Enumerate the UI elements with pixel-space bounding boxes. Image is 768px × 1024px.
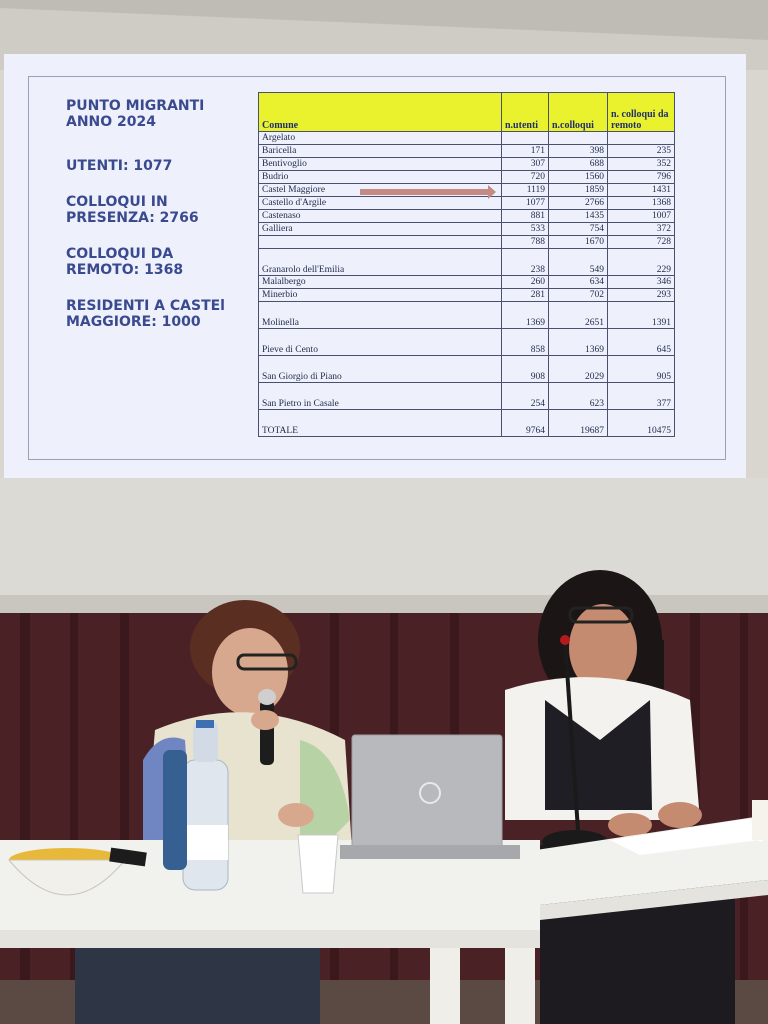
table-cell-value: 623 [549,383,608,410]
table-cell-value: 688 [549,158,608,171]
table-cell-value: 908 [502,356,549,383]
colloqui-remoto-stat: COLLOQUI DA REMOTO: 1368 [66,246,184,278]
table-cell-comune: Argelato [259,132,502,145]
table-cell-value: 229 [608,249,675,276]
table-cell-value: 905 [608,356,675,383]
table-cell-comune: Molinella [259,302,502,329]
table-row [259,302,675,329]
table-cell-comune: Budrio [259,171,502,184]
table-row [259,276,675,289]
utenti-stat: UTENTI: 1077 [66,158,173,174]
table-cell-value: 260 [502,276,549,289]
colloqui-presenza-stat: COLLOQUI IN PRESENZA: 2766 [66,194,199,226]
table-cell-value: 2651 [549,302,608,329]
table-cell-comune: Pieve di Cento [259,329,502,356]
table-cell-value: 788 [502,236,549,249]
table-cell-value: 352 [608,158,675,171]
table-cell-value: 533 [502,223,549,236]
table-cell-value: 1435 [549,210,608,223]
col-colloqui: n.colloqui [549,93,608,132]
col-comune: Comune [259,93,502,132]
table-cell-comune: Minerbio [259,289,502,302]
table-row [259,236,675,249]
table-row [259,158,675,171]
table-cell-value: 307 [502,158,549,171]
table-cell-value: 796 [608,171,675,184]
table-cell-value: 1369 [502,302,549,329]
table-cell-value: 2766 [549,197,608,210]
table-cell-comune: Baricella [259,145,502,158]
table-row [259,132,675,145]
table-cell-value: 398 [549,145,608,158]
table-cell-comune: Galliera [259,223,502,236]
table-cell-value: 1670 [549,236,608,249]
table-cell-value: 634 [549,276,608,289]
table-row [259,383,675,410]
col-remoto: n. colloqui da remoto [608,93,675,132]
data-table [258,92,675,437]
table-cell-value: 1560 [549,171,608,184]
table-cell-value: 1368 [608,197,675,210]
slide-summary [66,98,251,350]
table-cell-value: 1369 [549,329,608,356]
table-cell-comune: San Pietro in Casale [259,383,502,410]
table-row [259,356,675,383]
table-cell-value: 377 [608,383,675,410]
table-row [259,329,675,356]
table-cell-value: 645 [608,329,675,356]
table-cell-value: 858 [502,329,549,356]
table-row [259,223,675,236]
table-row [259,249,675,276]
table-cell-value: 372 [608,223,675,236]
table-cell-value: 1431 [608,184,675,197]
table-row [259,410,675,437]
table-cell-value: 9764 [502,410,549,437]
table-cell-value: 549 [549,249,608,276]
table-row [259,171,675,184]
table-cell-value: 720 [502,171,549,184]
table-cell-value: 702 [549,289,608,302]
col-utenti: n.utenti [502,93,549,132]
table-cell-comune: Granarolo dell'Emilia [259,249,502,276]
table-cell-comune [259,236,502,249]
table-cell-value: 19687 [549,410,608,437]
table-cell-value: 293 [608,289,675,302]
table-cell-value: 254 [502,383,549,410]
table-row [259,197,675,210]
paper-cup [298,835,338,893]
table-cell-value: 881 [502,210,549,223]
table-cell-value: 235 [608,145,675,158]
table-row [259,289,675,302]
table-cell-value: 728 [608,236,675,249]
table-cell-comune: Castello d'Argile [259,197,502,210]
table-cell-comune: San Giorgio di Piano [259,356,502,383]
table-cell-value: 171 [502,145,549,158]
table-cell-comune: Malalbergo [259,276,502,289]
table-header-row [259,93,675,132]
table-cell-value: 281 [502,289,549,302]
table-cell-value: 10475 [608,410,675,437]
table-cell-comune: TOTALE [259,410,502,437]
table-cell-comune: Bentivoglio [259,158,502,171]
table-row [259,210,675,223]
table-cell-value: 2029 [549,356,608,383]
table-row [259,145,675,158]
table-cell-comune: Castenaso [259,210,502,223]
table-cell-value [549,132,608,145]
table-cell-comune: Castel Maggiore [259,184,502,197]
residenti-stat: RESIDENTI A CASTEl MAGGIORE: 1000 [66,298,225,330]
table-cell-value: 1391 [608,302,675,329]
slide-title: PUNTO MIGRANTI ANNO 2024 [66,98,205,130]
table-cell-value: 238 [502,249,549,276]
laptop [340,735,520,859]
table-cell-value: 1077 [502,197,549,210]
table-cell-value: 1119 [502,184,549,197]
table-cell-value: 346 [608,276,675,289]
table-cell-value [608,132,675,145]
arrow-icon [360,189,488,195]
table-cell-value: 754 [549,223,608,236]
table-cell-value: 1859 [549,184,608,197]
table-cell-value: 1007 [608,210,675,223]
table-cell-value [502,132,549,145]
